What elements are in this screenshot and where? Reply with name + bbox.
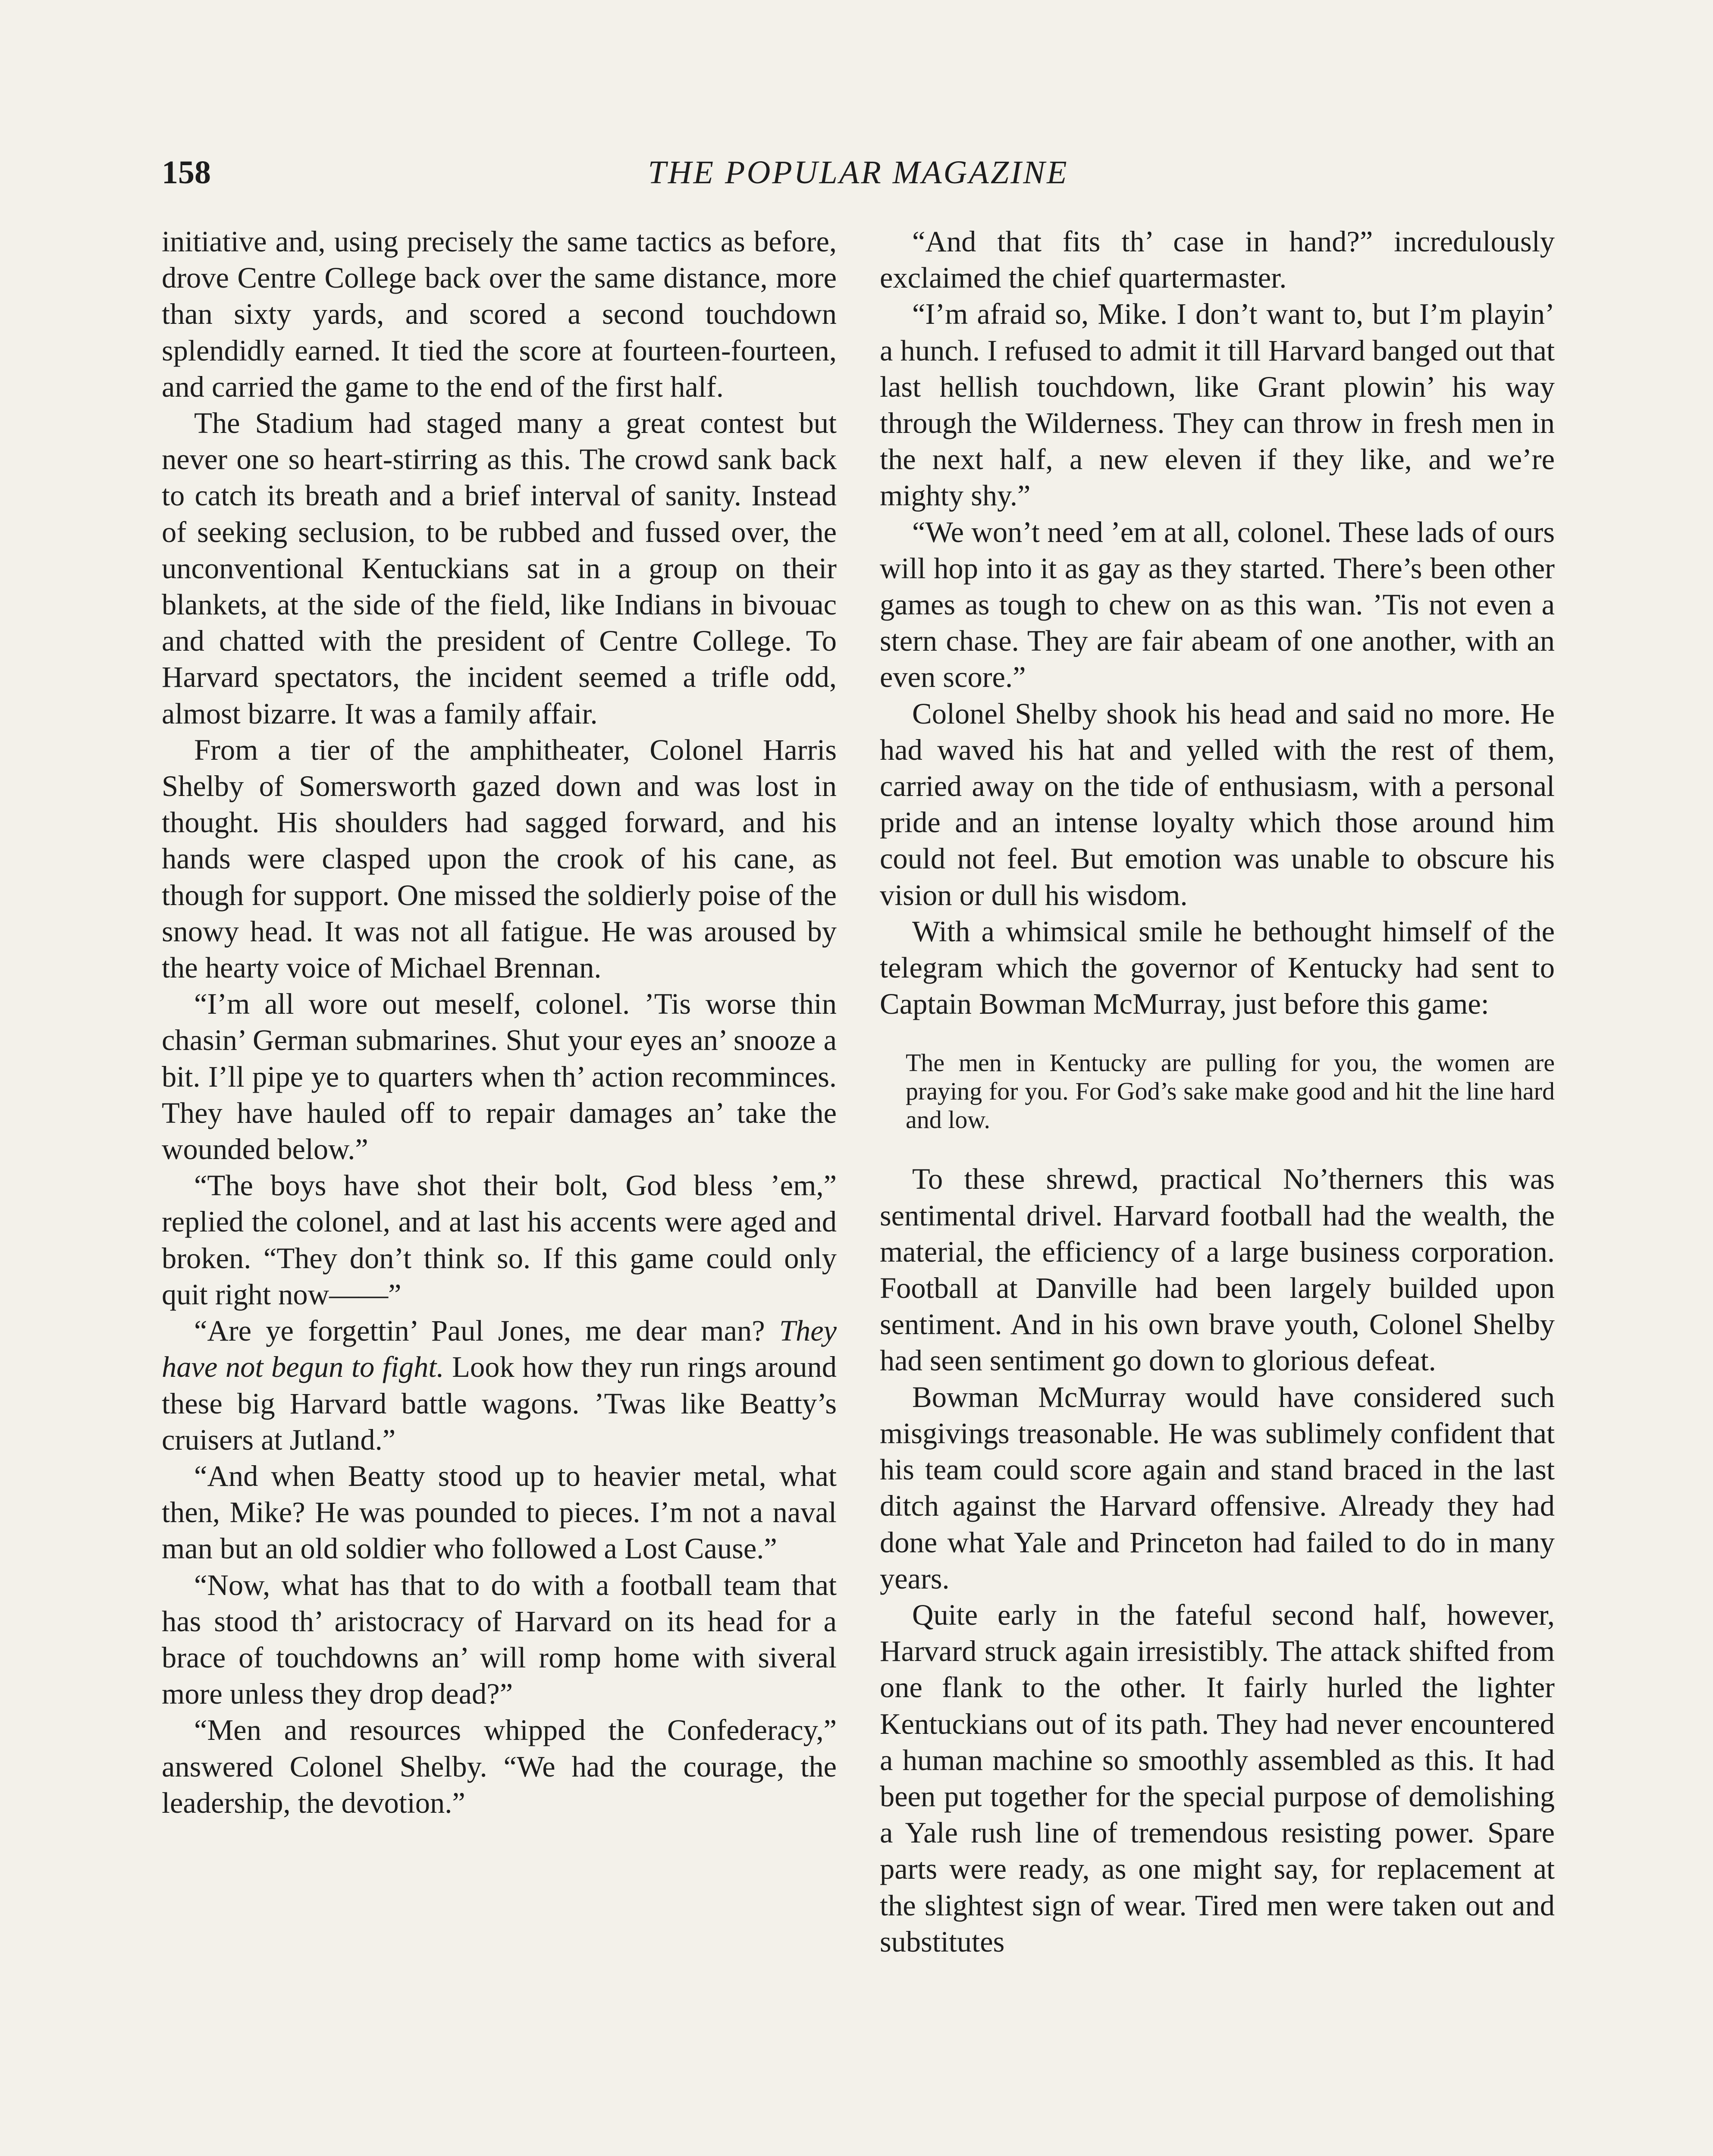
paragraph: [162, 1313, 837, 1458]
paragraph-text: Look how they run rings around these big Harvard battle wagons. ’Twas like Beatty’s cruisers at Jutland.”: [162, 1351, 837, 1456]
paragraph: “And when Beatty stood up to heavier metal, what then, Mike? He was pounded to pieces. I’m not a naval man but an old soldier who followed a Lost Cause.”: [162, 1459, 837, 1565]
paragraph: “Men and resources whipped the Confederacy,” answered Colonel Shelby. “We had the courage, the leadership, the devotion.”: [162, 1714, 837, 1819]
paragraph: To these shrewd, practical No’therners this was sentimental drivel. Harvard football had the wealth, the material, the efficiency of a large business corporation. Football at Danville had been largely builded upon sentiment. And in his own brave youth, Colonel Shelby had seen sentiment go down to glorious defeat.: [880, 1163, 1555, 1377]
paragraph: Bowman McMurray would have considered such misgivings treasonable. He was sublimely confident that his team could score again and stand braced in the last ditch against the Harvard offensive. Already they had done what Yale and Princeton had failed to do in many years.: [880, 1380, 1555, 1595]
paragraph: initiative and, using precisely the same tactics as before, drove Centre College back over the same distance, more than sixty yards, and scored a second touchdown splendidly earned. It tied the score at fourteen-fourteen, and carried the game to the end of the first half.: [162, 225, 837, 403]
running-title: THE POPULAR MAGAZINE: [648, 154, 1069, 191]
paragraph: “I’m all wore out meself, colonel. ’Tis worse thin chasin’ German submarines. Shut your eyes an’ snooze a bit. I’ll pipe ye to quarters when th’ action recomminces. They have hauled off to repair damages an’ take the wounded below.”: [162, 987, 837, 1166]
italic-quote: They have not begun to fight.: [162, 1314, 837, 1384]
paragraph-text: “Are ye forgettin’ Paul Jones, me dear man?: [194, 1314, 779, 1348]
page-header: [162, 147, 1555, 198]
page-number: 158: [162, 154, 211, 191]
paragraph: “The boys have shot their bolt, God bless ’em,” replied the colonel, and at last his accents were aged and broken. “They don’t think so. If this game could only quit right now——”: [162, 1169, 837, 1311]
left-column: [162, 223, 837, 1821]
telegram-quote: The men in Kentucky are pulling for you, the women are praying for you. For God’s sake make good and hit the line hard and low.: [906, 1049, 1555, 1134]
paragraph: Colonel Shelby shook his head and said no more. He had waved his hat and yelled with the rest of them, carried away on the tide of enthusiasm, with a personal pride and an intense loyalty which those around him could not feel. But emotion was unable to obscure his vision or dull his wisdom.: [880, 697, 1555, 912]
paragraph: “Now, what has that to do with a football team that has stood th’ aristocracy of Harvard on its head for a brace of touchdowns an’ will romp home with siveral more unless they drop dead?”: [162, 1568, 837, 1711]
paragraph: From a tier of the amphitheater, Colonel Harris Shelby of Somersworth gazed down and was lost in thought. His shoulders had sagged forward, and his hands were clasped upon the crook of his cane, as though for support. One missed the soldierly poise of the snowy head. It was not all fatigue. He was aroused by the hearty voice of Michael Brennan.: [162, 733, 837, 984]
paragraph: “I’m afraid so, Mike. I don’t want to, but I’m playin’ a hunch. I refused to admit it till Harvard banged out that last hellish touchdown, like Grant plowin’ his way through the Wilderness. They can throw in fresh men in the next half, a new eleven if they like, and we’re mighty shy.”: [880, 298, 1555, 512]
paragraph: With a whimsical smile he bethought himself of the telegram which the governor of Kentucky had sent to Captain Bowman McMurray, just before this game:: [880, 915, 1555, 1021]
paragraph: The Stadium had staged many a great contest but never one so heart-stirring as this. The crowd sank back to catch its breath and a brief interval of sanity. Instead of seeking seclusion, to be rubbed and fussed over, the unconventional Kentuckians sat in a group on their blankets, at the side of the field, like Indians in bivouac and chatted with the president of Centre College. To Harvard spectators, the incident seemed a trifle odd, almost bizarre. It was a family affair.: [162, 407, 837, 730]
paragraph: “And that fits th’ case in hand?” incredulously exclaimed the chief quartermaster.: [880, 225, 1555, 295]
paragraph: “We won’t need ’em at all, colonel. These lads of ours will hop into it as gay as they started. There’s been other games as tough to chew on as this wan. ’Tis not even a stern chase. They are fair abeam of one another, with an even score.”: [880, 515, 1555, 694]
right-column: [880, 223, 1555, 1960]
paragraph: Quite early in the fateful second half, however, Harvard struck again irresistibly. The attack shifted from one flank to the other. It fairly hurled the lighter Kentuckians out of its path. They had never encountered a human machine so smoothly assembled as this. It had been put together for the special purpose of demolishing a Yale rush line of tremendous resisting power. Spare parts were ready, as one might say, for replacement at the slightest sign of wear. Tired men were taken out and substitutes: [880, 1598, 1555, 1958]
